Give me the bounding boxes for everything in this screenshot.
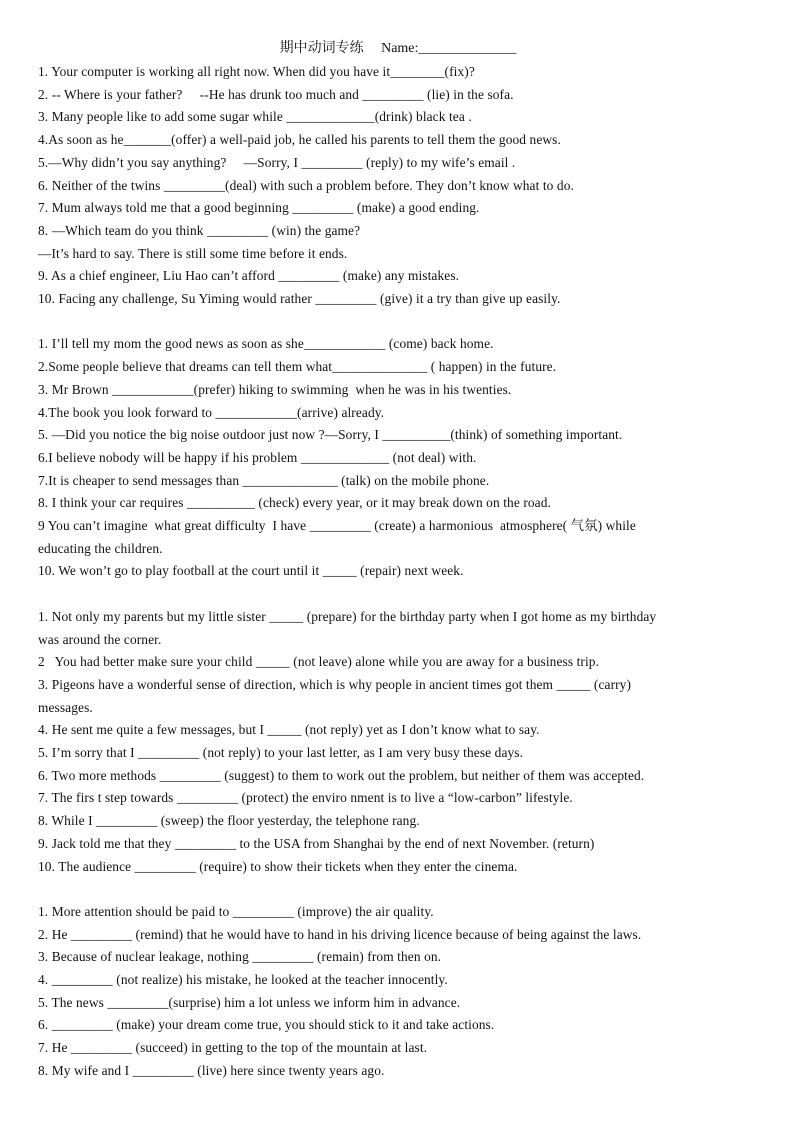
exercise-section (38, 606, 758, 878)
exercise-line: 8. My wife and I _________ (live) here since twenty years ago. (38, 1062, 385, 1078)
exercise-line: 8. I think your car requires __________ (check) every year, or it may break down on the road. (38, 495, 551, 511)
exercise-line: 2. He _________ (remind) that he would have to hand in his driving licence because of being against the laws. (38, 926, 642, 942)
exercise-line: 4.The book you look forward to ____________(arrive) already. (38, 404, 385, 420)
exercise-line: 6. _________ (make) your dream come true, you should stick to it and take actions. (38, 1017, 495, 1033)
exercise-line: 4. _________ (not realize) his mistake, he looked at the teacher innocently. (38, 972, 448, 988)
exercise-line: 7. Mum always told me that a good beginning _________ (make) a good ending. (38, 200, 480, 216)
exercise-line: 10. Facing any challenge, Su Yiming would rather _________ (give) it a try than give up easily. (38, 291, 561, 307)
exercise-line: 2 You had better make sure your child _____ (not leave) alone while you are away for a business trip. (38, 654, 600, 670)
exercise-line: 3. Many people like to add some sugar while _____________(drink) black tea . (38, 109, 472, 125)
exercise-line: 9 You can’t imagine what great difficulty I have _________ (create) a harmonious atmosphere( 气氛) while (38, 518, 636, 534)
exercise-line: 2.Some people believe that dreams can tell them what______________ ( happen) in the future. (38, 359, 557, 375)
exercise-line: 8. —Which team do you think _________ (win) the game? (38, 222, 361, 238)
exercise-line: 5. I’m sorry that I _________ (not reply) to your last letter, as I am very busy these days. (38, 745, 524, 761)
exercise-line: messages. (38, 699, 93, 715)
exercise-line: 1. Your computer is working all right now. When did you have it________(fix)? (38, 64, 475, 79)
exercise-line: 5.—Why didn’t you say anything? —Sorry, I _________ (reply) to my wife’s email . (38, 154, 516, 170)
exercise-line: 1. Not only my parents but my little sister _____ (prepare) for the birthday party when I got home as my birthday (38, 608, 657, 624)
exercise-section (38, 61, 758, 311)
exercise-line: 7. The firs t step towards _________ (protect) the enviro nment is to live a “low-carbon” lifestyle. (38, 790, 573, 806)
worksheet (38, 38, 758, 1083)
exercise-line: 10. We won’t go to play football at the court until it _____ (repair) next week. (38, 563, 464, 579)
exercise-line: 6.I believe nobody will be happy if his problem _____________ (not deal) with. (38, 449, 477, 465)
worksheet-body (38, 61, 758, 1083)
section-gap (38, 583, 758, 606)
exercise-line: 9. Jack told me that they _________ to the USA from Shanghai by the end of next November. (return) (38, 835, 595, 851)
exercise-line: was around the corner. (38, 631, 162, 647)
exercise-line: 6. Two more methods _________ (suggest) to them to work out the problem, but neither of them was accepted. (38, 767, 645, 783)
exercise-line: 4. He sent me quite a few messages, but I _____ (not reply) yet as I don’t know what to say. (38, 722, 540, 738)
exercise-line: 6. Neither of the twins _________(deal) with such a problem before. They don’t know what to do. (38, 177, 574, 193)
exercise-line: 4.As soon as he_______(offer) a well-paid job, he called his parents to tell them the good news. (38, 132, 561, 148)
section-gap (38, 311, 758, 334)
section-gap (38, 878, 758, 901)
exercise-line: 7.It is cheaper to send messages than ______________ (talk) on the mobile phone. (38, 472, 490, 488)
exercise-line: —It’s hard to say. There is still some time before it ends. (38, 245, 348, 261)
exercise-line: 10. The audience _________ (require) to show their tickets when they enter the cinema. (38, 858, 518, 874)
exercise-line: 3. Because of nuclear leakage, nothing _________ (remain) from then on. (38, 949, 442, 965)
exercise-line: 3. Pigeons have a wonderful sense of direction, which is why people in ancient times got them _____ (carry) (38, 676, 632, 692)
exercise-line: 5. —Did you notice the big noise outdoor just now ?—Sorry, I __________(think) of something important. (38, 427, 623, 443)
exercise-section (38, 901, 758, 1083)
exercise-line: 9. As a chief engineer, Liu Hao can’t afford _________ (make) any mistakes. (38, 268, 460, 284)
exercise-line: 5. The news _________(surprise) him a lot unless we inform him in advance. (38, 994, 461, 1010)
exercise-line: 3. Mr Brown ____________(prefer) hiking to swimming when he was in his twenties. (38, 381, 512, 397)
exercise-line: 7. He _________ (succeed) in getting to the top of the mountain at last. (38, 1040, 428, 1056)
worksheet-title: 期中动词专练 Name:______________ (279, 41, 517, 56)
exercise-line: 8. While I _________ (sweep) the floor yesterday, the telephone rang. (38, 813, 420, 829)
exercise-line: 1. More attention should be paid to _________ (improve) the air quality. (38, 903, 434, 919)
exercise-line: educating the children. (38, 540, 163, 556)
exercise-line: 1. I’ll tell my mom the good news as soon as she____________ (come) back home. (38, 336, 494, 352)
exercise-line: 2. -- Where is your father? --He has drunk too much and _________ (lie) in the sofa. (38, 86, 514, 102)
exercise-section (38, 333, 758, 583)
